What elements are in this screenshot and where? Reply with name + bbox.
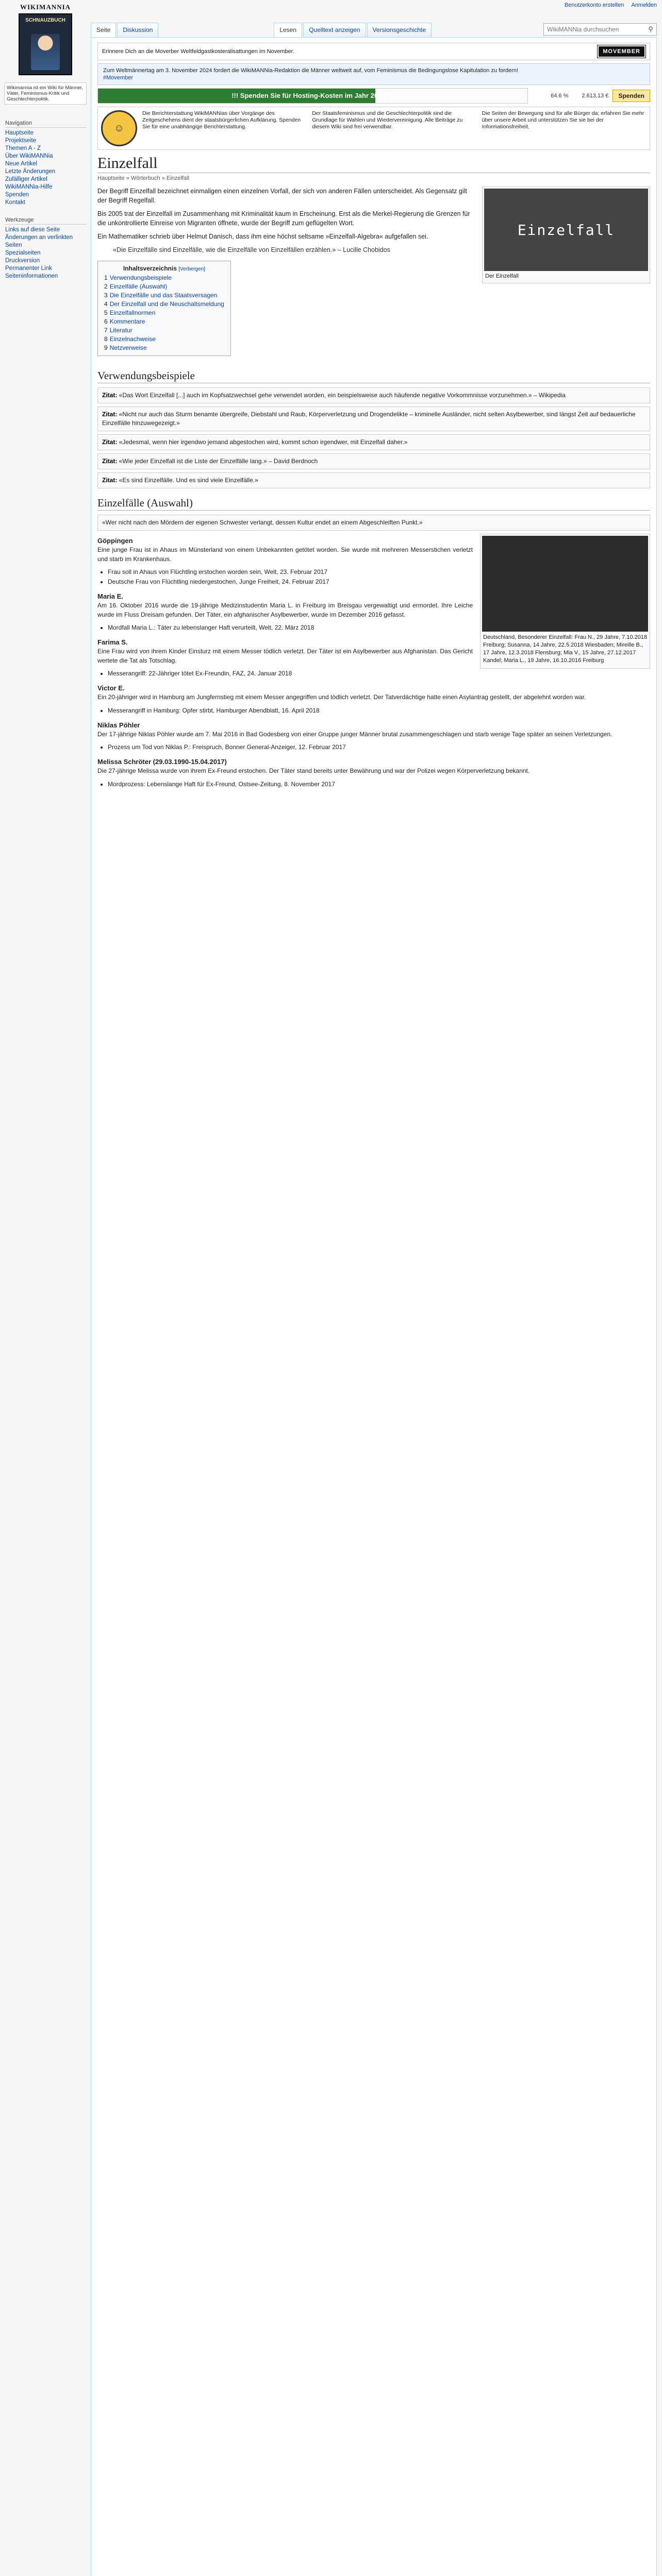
case-text: Eine Frau wird von ihrem Kinder Einsturz mit einem Messer tödlich verletzt. Der Täter ist ein Asylbewerber aus Afghanistan. Das Gericht wertete die Tat als Totschlag. [97, 648, 473, 664]
toc-label[interactable]: Kommentare [109, 318, 145, 325]
example-text: «Jedesmal, wenn hier irgendwo jemand abgestochen wird, kommt schon irgendwer, mit Einzelfall daher.» [119, 438, 408, 446]
toc-label[interactable]: Netzverweise [109, 344, 147, 351]
example-text: «Das Wort Einzelfall [...] auch im Kopfsatzwechsel gehe verwendet worden, ein beispielsweise auch häufende negative Vorkommnisse vorzunehmen.» – Wikipedia [119, 392, 566, 399]
sidebar-nav-item[interactable]: Themen A - Z [5, 145, 41, 151]
victims-image[interactable] [482, 536, 648, 632]
toc-number: 7 [104, 327, 108, 334]
case-text: Der 17-jährige Niklas Pöhler wurde am 7. Mai 2016 in Bad Godesberg von einer Gruppe junger Männer brutal zusammengeschlagen und starb wenige Tage später an seinen Verletzungen. [97, 730, 613, 738]
toc-number: 6 [104, 318, 108, 325]
case-text: Eine junge Frau ist in Ahaus im Münsterland von einem Unbekannten getötet worden. Sie wurde mit mehreren Messerstichen verletzt und starb im Krankenhaus. [97, 546, 473, 563]
tab-read[interactable]: Lesen [274, 23, 302, 37]
toc-number: 3 [104, 292, 108, 299]
case-reference-link[interactable]: • Frau soll in Ahaus von Flüchtling erstochen worden sein, Welt, 23. Februar 2017 [108, 568, 650, 577]
toc-item[interactable] [104, 317, 224, 326]
case-title: Melissa Schröter (29.03.1990-15.04.2017) [97, 758, 227, 766]
quote-text: «Die Einzelfälle sind Einzelfälle, wie die Einzelfälle von Einzelfällen erzählen.» [113, 246, 336, 253]
sidebar-nav-item[interactable]: Letzte Änderungen [5, 168, 56, 175]
examples-list [97, 387, 650, 488]
case-reference-link[interactable]: • Messerangriff: 22-Jähriger tötet Ex-Freundin, FAZ, 24. Januar 2018 [108, 669, 650, 678]
toc-title-row [104, 264, 224, 274]
case-reference-link[interactable]: • Prozess um Tod von Niklas P.: Freispruch, Bonner General-Anzeiger, 12. Februar 2017 [108, 743, 650, 752]
example-text: «Es sind Einzelfälle. Und es sind viele Einzelfälle.» [119, 477, 258, 484]
site-logo[interactable] [7, 3, 84, 79]
sidebar-nav-item[interactable]: Spenden [5, 192, 29, 198]
logo-figure [31, 34, 60, 70]
stats-col-3: Die Seiten der Bewegung sind für alle Bürger da; erfahren Sie mehr über unsere Arbeit und unterstützen Sie sie bei der Informationsfreiheit. [482, 110, 644, 130]
stats-box [97, 107, 650, 150]
toc-item[interactable] [104, 274, 224, 282]
notice-text: Erinnere Dich an die Moverber Weltfeldgastkosteralisattungen im November. [102, 48, 294, 55]
tab-history[interactable]: Versionsgeschichte [367, 23, 432, 37]
login-link[interactable]: Anmelden [631, 2, 657, 8]
logo-description: Wikimannia ist ein Wiki für Männer, Väter, Feminismus-Kritik und Geschlechterpolitik. [4, 82, 87, 105]
figure-victims [480, 534, 650, 669]
example-quote [97, 387, 650, 403]
sidebar-nav-item[interactable]: WikiMANNia-Hilfe [5, 184, 53, 190]
case-reference-link[interactable]: • Deutsche Frau von Flüchtling niedergestochen, Junge Freiheit, 24. Februar 2017 [108, 578, 650, 586]
nav-portlet-title: Navigation [5, 120, 87, 128]
sidebar-tool-item[interactable]: Seiteninformationen [5, 273, 58, 279]
logo-book-title: SCHNAUZBUCH [25, 18, 65, 23]
toc-label[interactable]: Der Einzelfall und die Neuschaltsmeldung [109, 300, 224, 308]
case-title: Niklas Pöhler [97, 721, 140, 729]
tools-list [5, 226, 87, 280]
search-box [543, 23, 657, 36]
case-reference-link[interactable]: • Messerangriff in Hamburg: Opfer stirbt, Hamburger Abendblatt, 16. April 2018 [108, 706, 650, 715]
case-reference-link[interactable]: • Mordprozess: Lebenslange Haft für Ex-Freund, Ostsee-Zeitung, 8. November 2017 [108, 780, 650, 789]
example-label: Zitat: [102, 438, 118, 446]
case-title: Göppingen [97, 537, 133, 545]
toc-number: 2 [104, 283, 108, 290]
intro-paragraph-2: Bis 2005 trat der Einzelfall im Zusammenhang mit Kriminalität kaum in Erscheinung. Erst als die Merkel-Regierung die Grenzen für die unkontrollierte Einreise von Migranten öffnete, wurde der Begriff zum geflügelten Wort. [97, 210, 470, 227]
toc-label[interactable]: Einzelnachweise [109, 335, 156, 343]
tab-page[interactable]: Seite [91, 23, 116, 37]
donation-percent: 64.6 % [551, 93, 569, 99]
sidebar-tool-item[interactable]: Druckversion [5, 258, 40, 264]
case-text: Ein 20-jähriger wird in Hamburg am Jungfernstieg mit einem Messer angegriffen und tödlich verletzt. Der Tatverdächtige hatte einen Asylantrag gestellt, der abgelehnt worden war. [97, 693, 586, 701]
sidebar-nav-item[interactable]: Kontakt [5, 199, 25, 206]
toc-label[interactable]: Die Einzelfälle und das Staatsversagen [109, 292, 218, 299]
search-icon[interactable]: ⚲ [648, 25, 653, 33]
personal-tools [565, 2, 657, 8]
stats-col-1: Die Berichterstattung WikiMANNias über Vorgänge des Zeitgeschehens dient der staatsbürgerlichen Aufklärung. Spenden Sie für eine unabhängige Berichterstattung. [142, 110, 301, 130]
toc-label[interactable]: Einzelfallnormen [109, 309, 156, 316]
case-references [108, 743, 650, 752]
tools-portlet [5, 216, 87, 280]
example-label: Zitat: [102, 477, 118, 484]
example-label: Zitat: [102, 457, 118, 465]
tab-bar [91, 20, 657, 37]
toc-label[interactable]: Literatur [109, 327, 133, 334]
toc-title: Inhaltsverzeichnis [123, 265, 177, 272]
sidebar-nav-item[interactable]: Projektseite [5, 138, 37, 144]
toc-number: 1 [104, 274, 108, 281]
logo-book-image [19, 13, 72, 75]
tab-view-source[interactable]: Quelltext anzeigen [303, 23, 366, 37]
sidebar-tool-item[interactable]: Links auf diese Seite [5, 227, 60, 233]
toc-number: 4 [104, 300, 108, 308]
toc-number: 9 [104, 344, 108, 351]
section-heading-usage: Verwendungsbeispiele [97, 368, 650, 383]
toc-item[interactable] [104, 309, 224, 317]
toc-item[interactable] [104, 335, 224, 344]
case-title: Victor E. [97, 684, 125, 692]
create-account-link[interactable]: Benutzerkonto erstellen [564, 2, 624, 8]
example-text: «Nicht nur auch das Sturm benamte übergreife, Diebstahl und Raub, Körperverletzung und Drogendelikte – kriminelle Ausländer, nicht selten Asylbewerber, sind längst Zeit auf bedauerliche Einzelfälle hinzuwegezeigt.» [102, 411, 636, 427]
toc-number: 5 [104, 309, 108, 316]
figure-caption: Der Einzelfall [485, 273, 519, 279]
donation-bar [97, 88, 650, 104]
case-references [108, 706, 650, 715]
stats-col-2: Der Staatsfeminismus und die Geschlechterpolitik sind die Grundlage für Wahlen und Wiedervereinigung. Alle Beiträge zu diesem Wiki sind frei verwendbar. [312, 110, 463, 130]
example-text: «Wie jeder Einzelfall ist die Liste der Einzelfälle lang.» – David Berdnoch [119, 457, 318, 465]
intro-paragraph-1: Der Begriff Einzelfall bezeichnet einmaligen einen einzelnen Vorfall, der sich von anderen Fällen unterscheidet. Als Gegensatz gilt der Begriff Regelfall. [97, 188, 467, 204]
section-heading-cases: Einzelfälle (Auswahl) [97, 496, 650, 511]
donation-progress [97, 88, 528, 104]
hashtag-link[interactable]: #Movember [103, 75, 134, 81]
smiley-icon: ☺ [101, 110, 137, 146]
intro-paragraph-3: Ein Mathematiker schrieb über Helmut Danisch, dass ihm eine höchst seltsame »Einzelfall-Algebra« aufgefallen sei. [97, 233, 428, 240]
example-quote [97, 406, 650, 431]
example-quote [97, 434, 650, 450]
sidebar-tool-item[interactable]: Änderungen an verlinkten Seiten [5, 234, 73, 248]
cases-intro-quote: «Wer nicht nach den Mördern der eigenen Schwester verlangt, dessen Kultur endet an einem Abgeschleiften Punkt.» [97, 515, 650, 531]
case-reference-link[interactable]: • Mordfall Maria L.: Täter zu lebenslanger Haft verurteilt, Welt, 22. März 2018 [108, 623, 650, 632]
info-notice [97, 63, 650, 85]
sidebar [0, 0, 91, 2576]
info-notice-text: Zum Weltmännertag am 3. November 2024 fordert die WikiMANNia-Redaktion die Männer weltweit auf, vom Feminismus die Bedingungslose Kapitulation zu fordern! [103, 67, 518, 74]
sidebar-tool-item[interactable]: Permanenter Link [5, 265, 52, 272]
case-title: Farima S. [97, 638, 128, 646]
example-quote [97, 453, 650, 469]
toc-toggle[interactable]: [Verbergen] [178, 266, 205, 272]
toc-item[interactable] [104, 282, 224, 291]
case-references [108, 669, 650, 678]
example-label: Zitat: [102, 411, 118, 418]
toc-list [104, 274, 224, 352]
page-title: Einzelfall [97, 154, 650, 173]
example-quote [97, 472, 650, 488]
toc-item[interactable] [104, 300, 224, 309]
case-references [108, 780, 650, 789]
tools-portlet-title: Werkzeuge [5, 216, 87, 225]
case-text: Die 27-jährige Melissa wurde von ihrem Ex-Freund erstochen. Der Täter stand bereits unter Bewährung und war der Polizei wegen Körperverletzung bekannt. [97, 767, 530, 774]
victims-caption: Deutschland, Besonderer Einzelfall: Frau N., 29 Jahre, 7.10.2018 Freiburg; Susanna, 14 Jahre, 22.5.2018 Wiesbaden; Mireille B., 17 Jahre, 12.3.2018 Flensburg; Mia V., 15 Jahre, 27.12.2017 Kandel; Maria L., 19 Jahre, 16.10.2016 Freiburg [483, 634, 647, 664]
toc-label[interactable]: Verwendungsbeispiele [109, 274, 172, 281]
toc-item[interactable] [104, 344, 224, 352]
sidebar-nav-item[interactable]: Hauptseite [5, 130, 34, 136]
donation-amount: 2.613,13 € [582, 93, 609, 99]
donation-label: !!! Spenden Sie für Hosting-Kosten im Jahr 2024 !!! [231, 92, 394, 99]
breadcrumb[interactable]: Hauptseite » Wörterbuch » Einzelfall [97, 175, 189, 181]
movember-badge: MOVEMBER [598, 45, 646, 58]
toc-number: 8 [104, 335, 108, 343]
quote-source: – Lucille Chobidos [337, 246, 390, 253]
search-input[interactable] [544, 24, 645, 35]
toc-item[interactable] [104, 291, 224, 300]
sidebar-nav-item[interactable]: Über WikiMANNia [5, 153, 53, 159]
sidebar-nav-item[interactable]: Zufälliger Artikel [5, 176, 47, 182]
example-label: Zitat: [102, 392, 118, 399]
toc-label[interactable]: Einzelfälle (Auswahl) [109, 283, 168, 290]
case-title: Maria E. [97, 592, 123, 600]
tab-discussion[interactable]: Diskussion [117, 23, 158, 37]
einzelfall-image[interactable]: Einzelfall [484, 189, 648, 271]
site-notice [97, 43, 650, 60]
logo-title: WIKIMANNIA [20, 3, 71, 11]
nav-list [5, 129, 87, 207]
sidebar-nav-item[interactable]: Neue Artikel [5, 161, 38, 167]
figure-einzelfall [482, 187, 650, 283]
case-text: Am 16. Oktober 2016 wurde die 19-jährige Medizinstudentin Maria L. in Freiburg im Breisgau vergewaltigt und ermordet. Ihre Leiche wurde im Fluss Dreisam gefunden. Der Täter, ein afghanischer Asylbewerber, wurde im Dezember 2016 gefasst. [97, 602, 473, 618]
content-area [91, 37, 657, 2576]
toc-item[interactable] [104, 326, 224, 335]
table-of-contents [97, 261, 231, 356]
nav-portlet [5, 120, 87, 207]
donate-button[interactable]: Spenden [613, 90, 650, 102]
sidebar-tool-item[interactable]: Spezialseiten [5, 250, 41, 256]
